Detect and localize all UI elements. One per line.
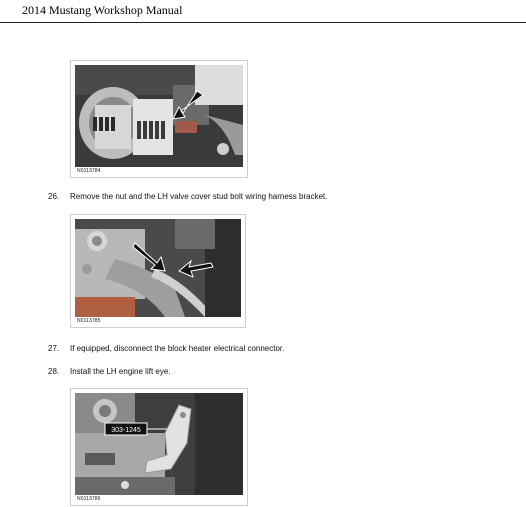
step-27 xyxy=(48,344,518,356)
step-text: If equipped, disconnect the block heater electrical connector. xyxy=(70,344,285,353)
figure-alternator-connector xyxy=(70,60,248,178)
step-26 xyxy=(48,192,518,204)
step-text: Remove the nut and the LH valve cover stud bolt wiring harness bracket. xyxy=(70,192,328,201)
step-number: 28. xyxy=(48,367,60,376)
figure-id: N0113785 xyxy=(77,318,101,324)
tool-number-label: 303-1245 xyxy=(111,427,141,434)
figure-engine-lift-eye xyxy=(70,388,248,506)
step-text: Install the LH engine lift eye. xyxy=(70,367,171,376)
figure-photo xyxy=(75,65,243,167)
figure-photo xyxy=(75,219,241,317)
figure-id: N0113784 xyxy=(77,168,101,174)
figure-photo xyxy=(75,393,243,495)
figure-valve-cover-bracket xyxy=(70,214,246,328)
manual-title: 2014 Mustang Workshop Manual xyxy=(22,3,183,17)
figure-id: N0113786 xyxy=(77,496,101,502)
page-header xyxy=(0,0,526,23)
step-number: 27. xyxy=(48,344,60,353)
step-number: 26. xyxy=(48,192,60,201)
step-28 xyxy=(48,367,518,379)
